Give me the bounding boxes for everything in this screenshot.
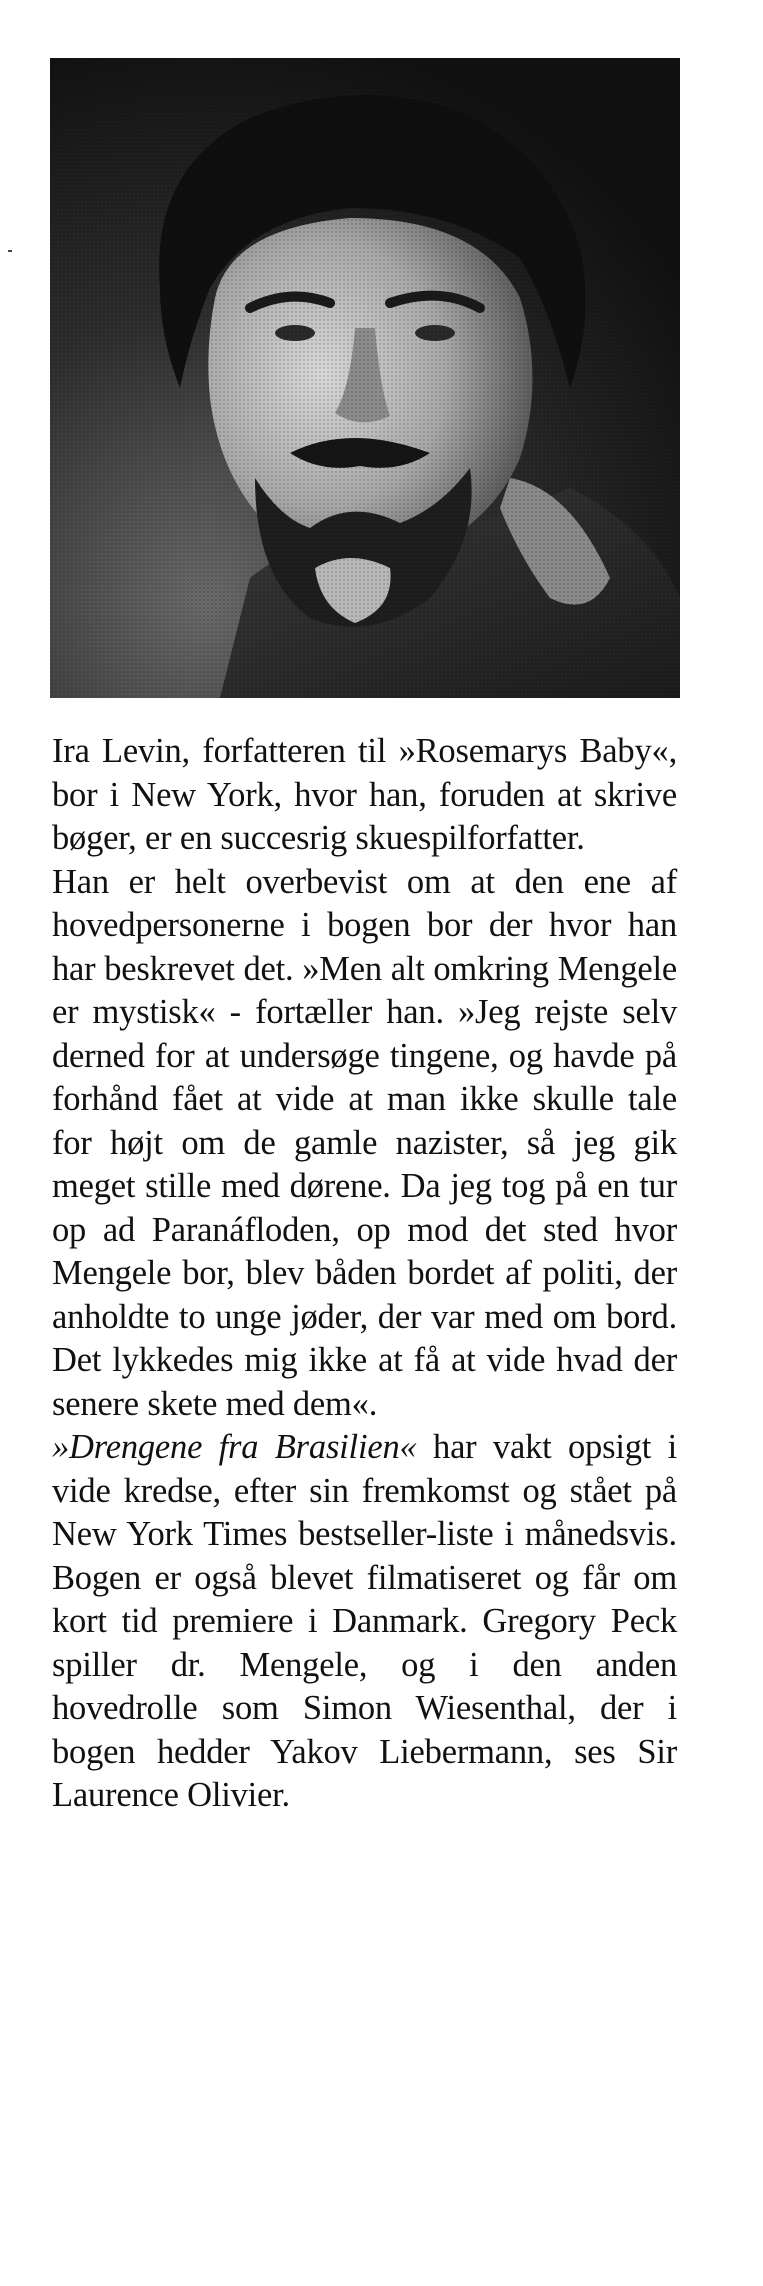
bio-paragraph-mengele: Han er helt overbevist om at den ene af hovedpersonerne i bogen bor der hvor han har beskrevet det. »Men alt omkring Mengele er mystisk« - fortæller han. »Jeg rejste selv derned for at undersøge tingene, og havde på forhånd fået at vide at man ikke skulle tale for højt om de gamle nazister, så jeg gik meget stille med dørene. Da jeg tog på en tur op ad Paranáfloden, op mod det sted hvor Mengele bor, blev båden bordet af politi, der anholdte to unge jøder, der var med om bord. Det lykkedes mig ikke at få at vide hvad der senere skete med dem«. [52, 862, 677, 1423]
print-speck [8, 250, 12, 252]
book-title: »Drengene fra Brasilien« [52, 1428, 417, 1466]
portrait-illustration [50, 58, 680, 698]
book-description: har vakt opsigt i vide kredse, efter sin fremkomst og stået på New York Times bestseller-liste i månedsvis. Bogen er også blevet filmatiseret og får om kort tid premiere i Danmark. Gregory Peck spiller dr. Mengele, og i den anden hovedrolle som Simon Wiesenthal, der i bogen hedder Yakov Liebermann, ses Sir Laurence Olivier. [52, 1428, 677, 1814]
author-photo [50, 58, 680, 698]
bio-paragraph-book [52, 1426, 677, 1818]
author-bio [52, 730, 677, 1818]
bio-paragraph-intro: Ira Levin, forfatteren til »Rosemarys Baby«, bor i New York, hvor han, foruden at skrive bøger, er en succesrig skuespilforfatter. [52, 732, 677, 857]
